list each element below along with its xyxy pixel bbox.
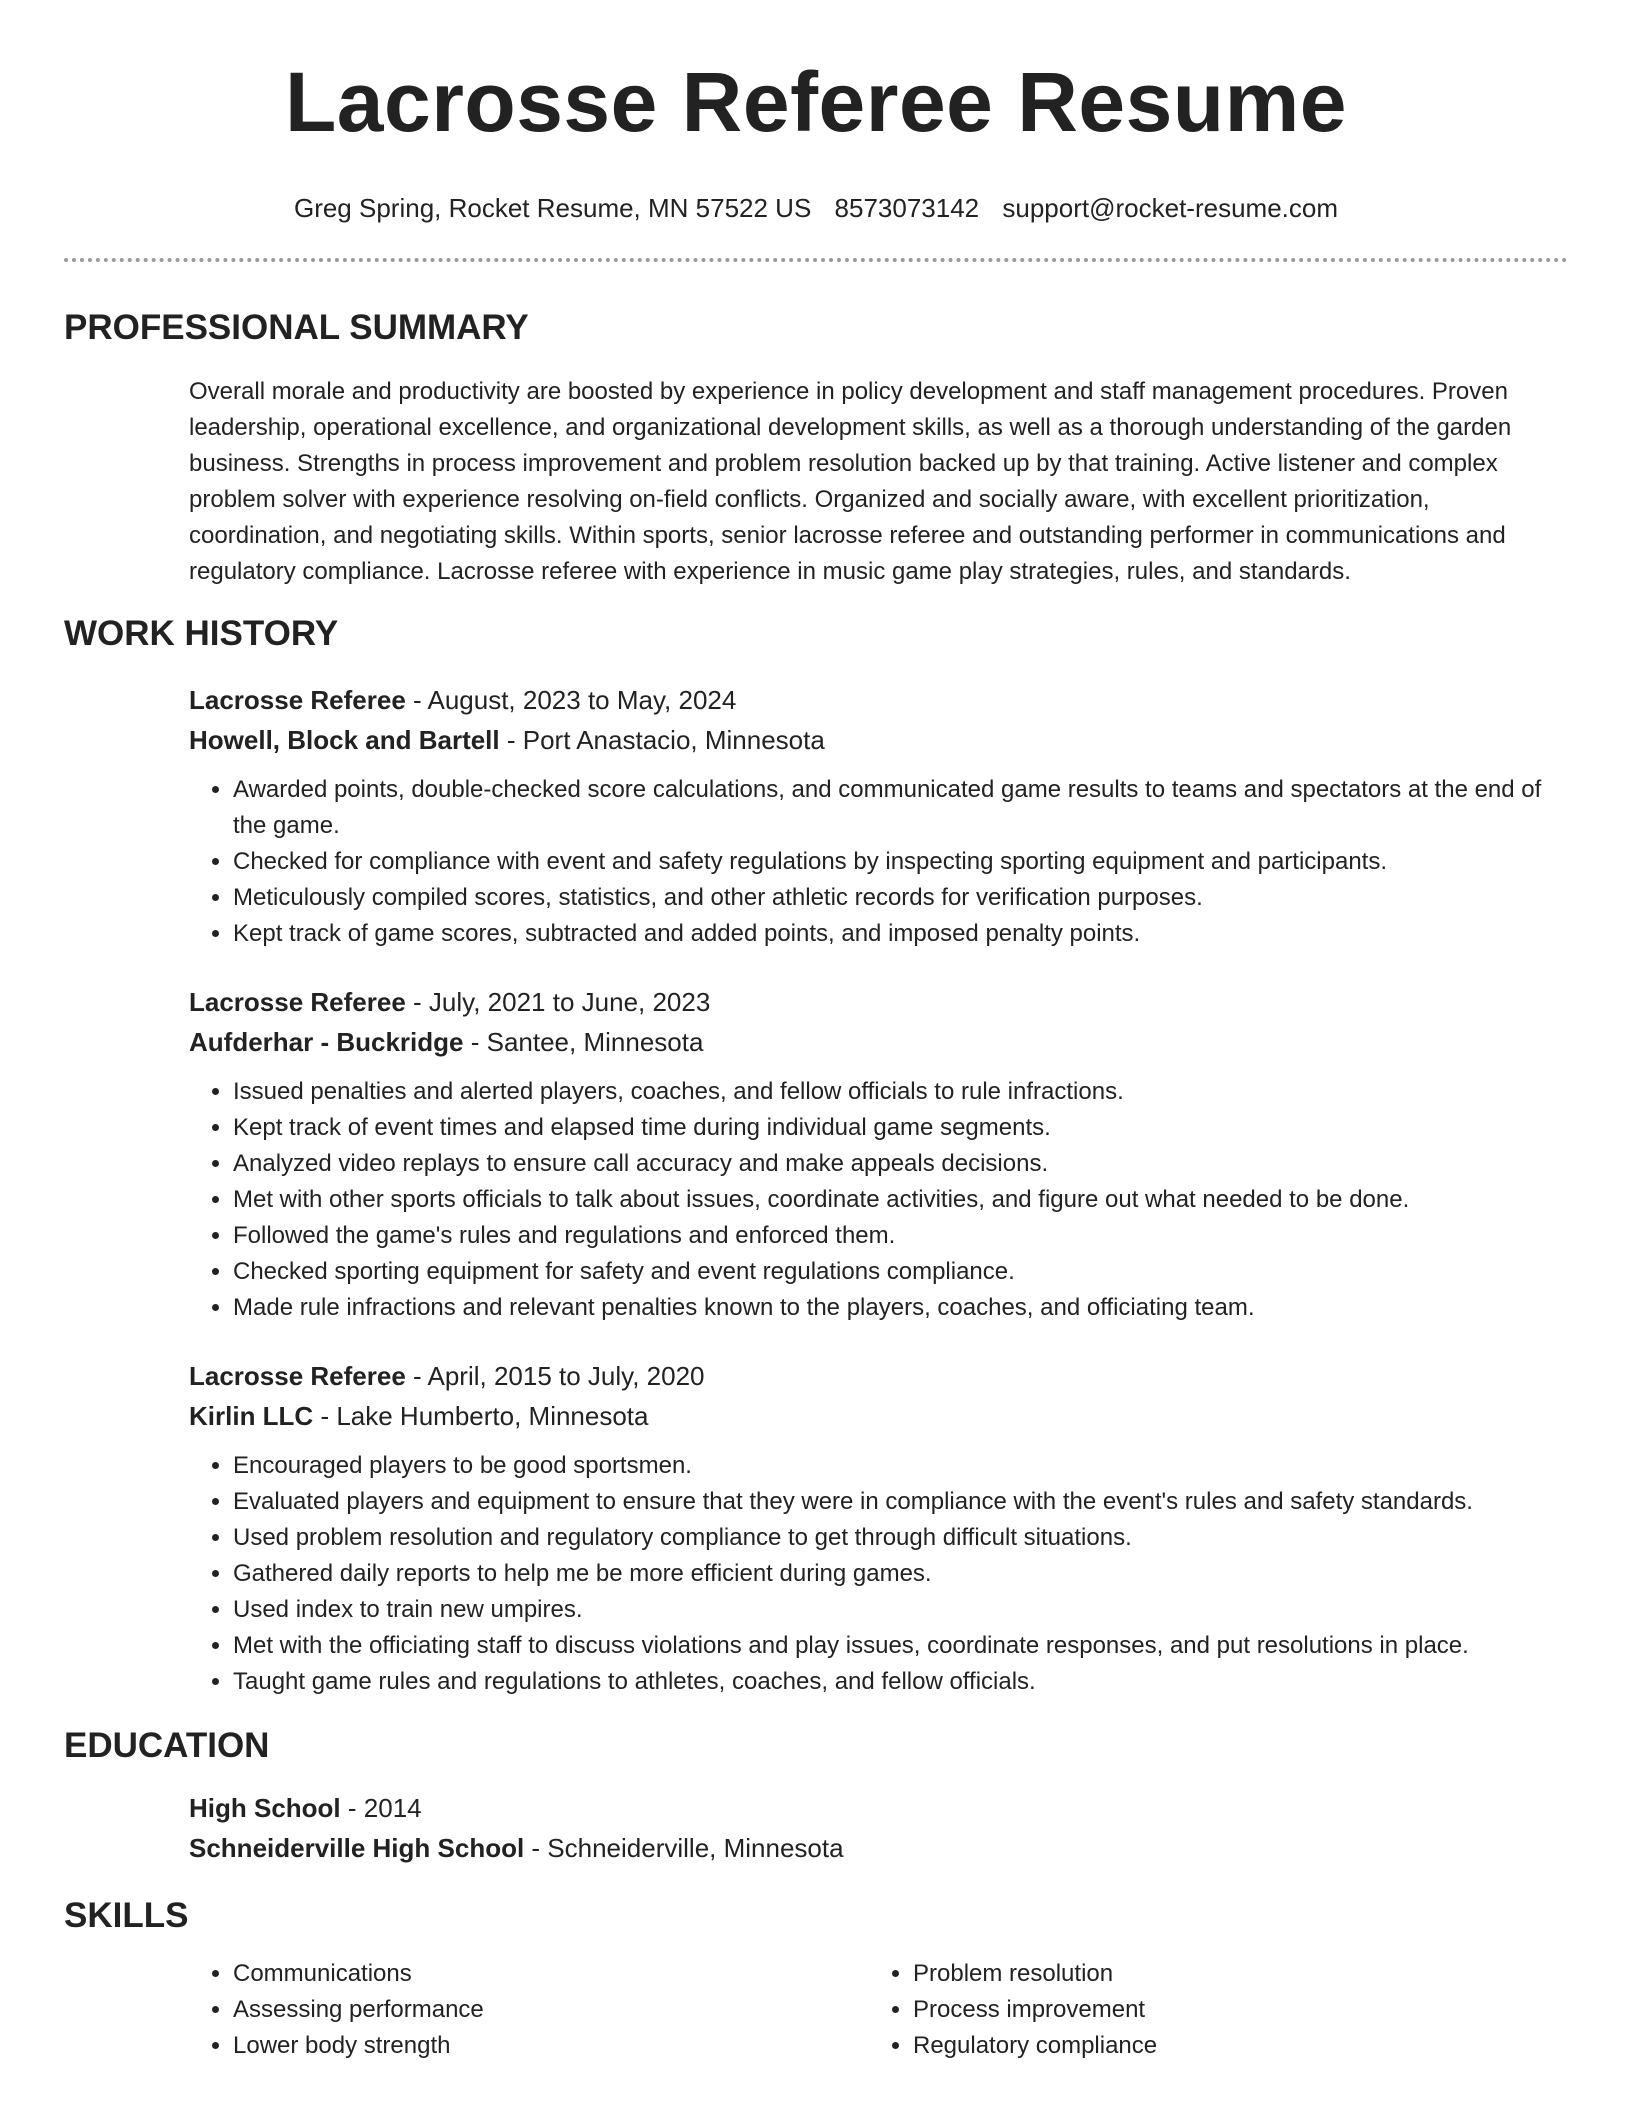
job-title: Lacrosse Referee [189,1361,406,1391]
job-bullet: • Met with other sports officials to talk about issues, coordinate activities, and figure out what needed to be done. [233,1182,1568,1218]
skill-item: • Process improvement [913,1992,1549,2028]
job-bullet: • Checked sporting equipment for safety and event regulations compliance. [233,1254,1568,1290]
contact-address: Greg Spring, Rocket Resume, MN 57522 US [293,193,812,223]
job-bullet: • Made rule infractions and relevant penalties known to the players, coaches, and officiating team. [233,1290,1568,1326]
education-degree: High School [189,1793,341,1823]
job-bullet: • Gathered daily reports to help me be more efficient during games. [233,1556,1568,1592]
job-bullet: • Used problem resolution and regulatory compliance to get through difficult situations. [233,1520,1568,1556]
job-title-line [189,1356,1568,1396]
header-divider [64,258,1568,262]
skills-column-right [869,1956,1549,2064]
skills-column-left [189,1956,869,2064]
job-bullet: • Awarded points, double-checked score calculations, and communicated game results to teams and spectators at the end of the game. [233,772,1568,844]
work-history-heading: WORK HISTORY [64,614,339,653]
job-bullets [189,772,1568,952]
contact-phone: 8573073142 [834,193,980,223]
job-bullet: • Evaluated players and equipment to ensure that they were in compliance with the event's rules and safety standards. [233,1484,1568,1520]
job-company-line [189,1022,1568,1062]
job-company: Howell, Block and Bartell [189,725,500,755]
job-dates: - April, 2015 to July, 2020 [405,1361,705,1391]
job-dates: - August, 2023 to May, 2024 [405,685,737,715]
education-heading: EDUCATION [64,1726,270,1765]
skill-item: • Assessing performance [233,1992,869,2028]
job-entry [189,1356,1568,1700]
job-company: Kirlin LLC [189,1401,314,1431]
job-bullet: • Encouraged players to be good sportsmen. [233,1448,1568,1484]
job-bullet: • Issued penalties and alerted players, coaches, and fellow officials to rule infractions. [233,1074,1568,1110]
job-bullet: • Followed the game's rules and regulations and enforced them. [233,1218,1568,1254]
skill-item: • Communications [233,1956,869,1992]
job-title-line [189,680,1568,720]
skill-item: • Regulatory compliance [913,2028,1549,2064]
job-title: Lacrosse Referee [189,685,406,715]
job-bullet: • Kept track of game scores, subtracted and added points, and imposed penalty points. [233,916,1568,952]
education-entry [189,1788,1568,1868]
job-location: - Santee, Minnesota [463,1027,704,1057]
job-company: Aufderhar - Buckridge [189,1027,464,1057]
job-entry [189,982,1568,1326]
job-bullets [189,1448,1568,1700]
job-bullet: • Analyzed video replays to ensure call accuracy and make appeals decisions. [233,1146,1568,1182]
skill-item: • Lower body strength [233,2028,869,2064]
summary-text: Overall morale and productivity are boosted by experience in policy development and staff management procedures. Proven leadership, operational excellence, and organizational development skills, as well as a thorough understanding of the garden business. Strengths in process improvement and problem resolution backed up by that training. Active listener and complex problem solver with experience resolving on-field conflicts. Organized and socially aware, with excellent prioritization, coordination, and negotiating skills. Within sports, senior lacrosse referee and outstanding performer in communications and regulatory compliance. Lacrosse referee with experience in music game play strategies, rules, and standards. [189,378,1512,585]
job-bullet: • Meticulously compiled scores, statistics, and other athletic records for verification purposes. [233,880,1568,916]
job-title: Lacrosse Referee [189,987,406,1017]
job-bullet: • Kept track of event times and elapsed time during individual game segments. [233,1110,1568,1146]
job-bullet: • Met with the officiating staff to discuss violations and play issues, coordinate responses, and put resolutions in place. [233,1628,1568,1664]
contact-line [64,192,1568,224]
contact-email: support@rocket-resume.com [1002,193,1339,223]
skills-grid [189,1956,1568,2064]
job-location: - Lake Humberto, Minnesota [313,1401,649,1431]
job-title-line [189,982,1568,1022]
resume-title: Lacrosse Referee Resume [284,55,1348,149]
education-location: - Schneiderville, Minnesota [524,1833,844,1863]
job-bullet: • Taught game rules and regulations to athletes, coaches, and fellow officials. [233,1664,1568,1700]
job-company-line [189,1396,1568,1436]
education-year: - 2014 [340,1793,422,1823]
skills-heading: SKILLS [64,1896,189,1935]
education-school: Schneiderville High School [189,1833,525,1863]
job-bullet: • Used index to train new umpires. [233,1592,1568,1628]
job-entry [189,680,1568,952]
education-degree-line [189,1788,1568,1828]
skill-item: • Problem resolution [913,1956,1549,1992]
job-bullets [189,1074,1568,1326]
education-school-line [189,1828,1568,1868]
job-location: - Port Anastacio, Minnesota [499,725,825,755]
job-dates: - July, 2021 to June, 2023 [405,987,711,1017]
summary-heading: PROFESSIONAL SUMMARY [64,308,529,347]
job-bullet: • Checked for compliance with event and safety regulations by inspecting sporting equipment and participants. [233,844,1568,880]
job-company-line [189,720,1568,760]
